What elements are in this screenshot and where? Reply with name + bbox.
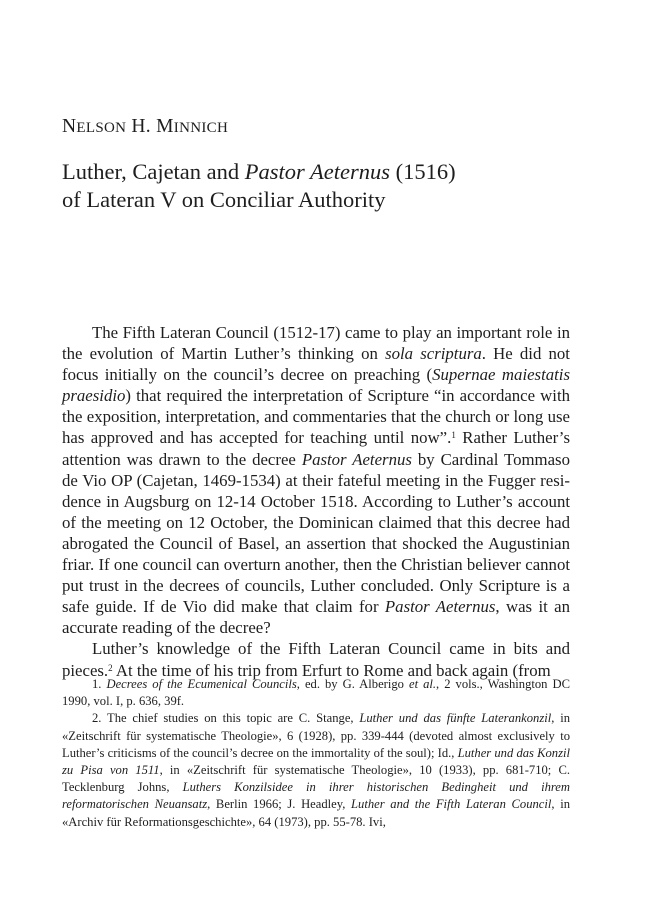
italic-text: Pastor Aeternus: [301, 449, 412, 469]
title-line-1: Luther, Cajetan and Pastor Aeternus (1516): [62, 159, 456, 184]
italic-text: Luther und das fünfte Laterankonzil: [359, 711, 552, 726]
article-title: [62, 158, 456, 214]
italic-text: Pastor Aeternus: [384, 597, 496, 617]
text-run: Rather Luther’s attention was drawn to the decree: [62, 428, 570, 469]
footnote-2: [62, 710, 570, 830]
italic-text: Luthers Konzilsidee in ihrer historischen Bedingheit und ihrem reformatorischen Neuansatz: [62, 780, 570, 812]
footnote-1: [62, 676, 570, 710]
text-run: . He did not focus initially on the council’s decree on preaching (: [62, 344, 570, 385]
body-text: [62, 322, 570, 681]
text-run: At the time of his trip from Erfurt to Rome and back again (from: [112, 660, 551, 680]
text-run: 1.: [92, 677, 107, 691]
footnote-ref: 2: [108, 662, 113, 673]
text-run: , in «Zeitschrift für systematische Theologie», 10 (1933), pp. 681-710; C. Tecklenburg Johns,: [62, 763, 571, 795]
italic-text: et al.: [408, 677, 437, 691]
text-run: by Cardinal Tommaso de Vio OP (Cajetan, 1469-1534) at their fateful meeting in the Fugger residence in Augsburg on 12-14 October 1518. According to Luther’s account of the meeting on 12 October, the Dominican claimed that this decree had abrogated the Council of Basel, an assertion that shocked the Augustinian friar. If one council can overturn another, then the Christian believer cannot put trust in the decrees of councils, Luther concluded. Only Scripture is a safe guide. If de Vio did make that claim for: [62, 449, 570, 617]
text-run: The Fifth Lateran Council (1512-17) came to play an important role in the evolution of Martin Luther’s thinking on: [62, 323, 570, 364]
text-run: Luther’s knowledge of the Fifth Lateran Council came in bits and pieces.: [62, 639, 570, 680]
text-run: , Berlin 1966; J. Headley,: [207, 797, 352, 812]
text-run: , in «Archiv für Reformationsgeschichte», 64 (1973), pp. 55-78. Ivi,: [62, 797, 571, 829]
italic-text: Decrees of the Ecumenical Councils: [106, 677, 297, 691]
text-run: 2. The chief studies on this topic are C. Stange,: [92, 711, 360, 726]
text-run: ) that required the interpretation of Scripture “in accordance with the exposition, interpretation, and commentaries that the church or long use has approved and has accepted for teaching until now”.: [62, 386, 570, 448]
body-paragraph-2: [62, 638, 570, 680]
italic-text: Supernae maiestatis praesidio: [62, 365, 570, 406]
author-name: NELSON H. MINNICH: [62, 116, 229, 137]
italic-text: sola scriptura: [385, 344, 482, 364]
footnotes: [62, 676, 570, 831]
body-paragraph-1: [62, 322, 570, 638]
italic-text: Luther und das Konzil zu Pisa von 1511: [62, 745, 571, 778]
text-run: , in «Zeitschrift für systematische Theologie», 6 (1928), pp. 339-444 (devoted almost exclusively to Luther’s criticisms of the council’s decree on the immortality of the soul); Id.,: [62, 711, 570, 760]
text-run: , ed. by G. Alberigo: [296, 677, 409, 691]
italic-text: Luther and the Fifth Lateran Council: [351, 797, 552, 812]
text-run: , 2 vols., Washington DC 1990, vol. I, p. 636, 39f.: [62, 677, 570, 709]
text-run: , was it an accurate reading of the decree?: [62, 597, 570, 638]
title-line-2: of Lateran V on Conciliar Authority: [62, 187, 386, 212]
footnote-ref: 1: [451, 430, 456, 441]
